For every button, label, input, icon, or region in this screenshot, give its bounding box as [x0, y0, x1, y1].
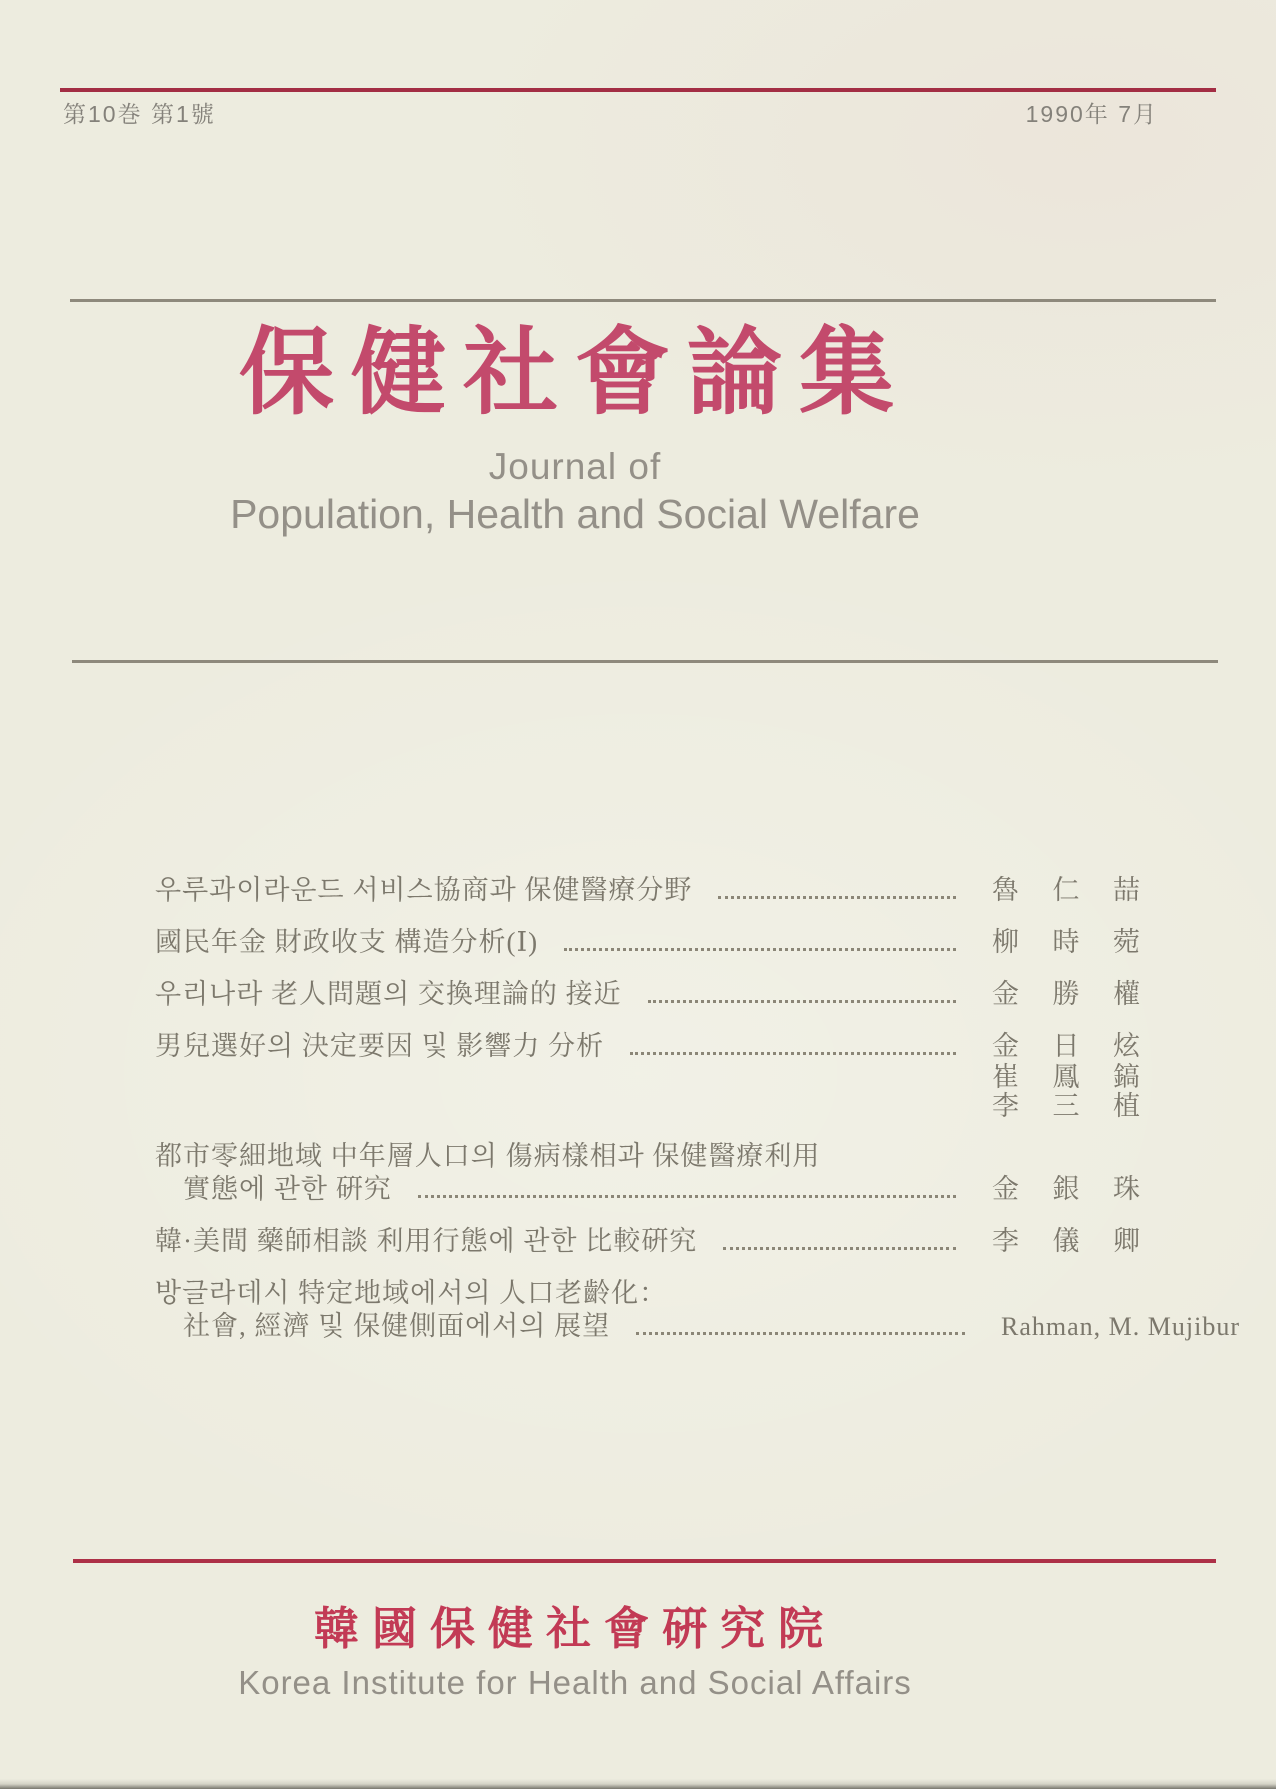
- toc-author-name: Rahman, M. Mujibur: [1001, 1312, 1240, 1341]
- dotted-leader: [630, 1051, 956, 1055]
- toc-author-name: 崔鳳鎬: [992, 1062, 1140, 1092]
- toc-article-title: 방글라데시 特定地域에서의 人口老齡化：: [155, 1278, 668, 1308]
- journal-subtitle-line2: Population, Health and Social Welfare: [230, 491, 920, 537]
- upper-gray-rule: [70, 299, 1216, 302]
- toc-entry: [155, 978, 1240, 1011]
- dotted-leader: [718, 895, 956, 899]
- toc-author-name: 金日炫: [992, 1031, 1140, 1061]
- top-crimson-rule: [60, 88, 1216, 92]
- toc-entry: [155, 926, 1240, 959]
- toc-row: [155, 1277, 1240, 1310]
- dotted-leader: [723, 1246, 956, 1250]
- toc-row: [155, 926, 1240, 959]
- toc-article-title: 우리나라 老人問題의 交換理論的 接近: [155, 979, 622, 1009]
- lower-gray-rule: [72, 660, 1218, 663]
- toc-author-name: 金勝權: [992, 979, 1140, 1009]
- dotted-leader: [648, 999, 956, 1003]
- toc-row: [155, 1225, 1240, 1258]
- toc-article-title: 社會, 經濟 및 保健側面에서의 展望: [183, 1311, 611, 1341]
- toc-row: [155, 874, 1240, 907]
- toc-row: [155, 978, 1240, 1011]
- issue-date-label: 1990年 7月: [1025, 101, 1158, 127]
- toc-row: [155, 1063, 1240, 1092]
- toc-entry: [155, 1030, 1240, 1121]
- toc-entry: [155, 1140, 1240, 1206]
- toc-article-title: 國民年金 財政收支 構造分析(Ⅰ): [155, 927, 539, 957]
- toc-author-name: 魯仁喆: [992, 875, 1140, 905]
- toc-entry: [155, 1225, 1240, 1258]
- toc-author-name: 李三植: [992, 1091, 1140, 1121]
- journal-title-cjk: 保健社會論集: [238, 320, 911, 426]
- toc-author-name: 李儀卿: [992, 1226, 1140, 1256]
- page-bottom-scan-edge: [0, 1779, 1276, 1789]
- toc-row: [155, 1310, 1240, 1343]
- publisher-name-cjk: 韓國保健社會硏究院: [313, 1604, 836, 1654]
- dotted-leader: [636, 1331, 965, 1335]
- dotted-leader: [418, 1194, 956, 1198]
- issue-header: [63, 96, 1213, 129]
- toc-row: [155, 1030, 1240, 1063]
- toc-author-name: 金銀珠: [992, 1174, 1140, 1204]
- table-of-contents: [155, 874, 1240, 1362]
- toc-row: [155, 1092, 1240, 1121]
- toc-row: [155, 1173, 1240, 1206]
- toc-article-title: 都市零細地域 中年層人口의 傷病樣相과 保健醫療利用: [155, 1141, 821, 1171]
- toc-article-title: 韓·美間 藥師相談 利用行態에 관한 比較硏究: [155, 1226, 698, 1256]
- toc-entry: [155, 874, 1240, 907]
- toc-article-title: 實態에 관한 硏究: [183, 1174, 392, 1204]
- volume-issue-label: 第10巻 第1號: [63, 101, 216, 127]
- footer-crimson-rule: [73, 1559, 1216, 1563]
- dotted-leader: [564, 947, 956, 951]
- publisher-name-english: Korea Institute for Health and Social Affairs: [238, 1664, 912, 1701]
- toc-row: [155, 1140, 1240, 1173]
- journal-subtitle-line1: Journal of: [488, 446, 662, 487]
- toc-article-title: 男兒選好의 決定要因 및 影響力 分析: [155, 1031, 605, 1061]
- toc-author-name: 柳時菀: [992, 927, 1140, 957]
- toc-entry: [155, 1277, 1240, 1343]
- toc-article-title: 우루과이라운드 서비스協商과 保健醫療分野: [155, 875, 693, 905]
